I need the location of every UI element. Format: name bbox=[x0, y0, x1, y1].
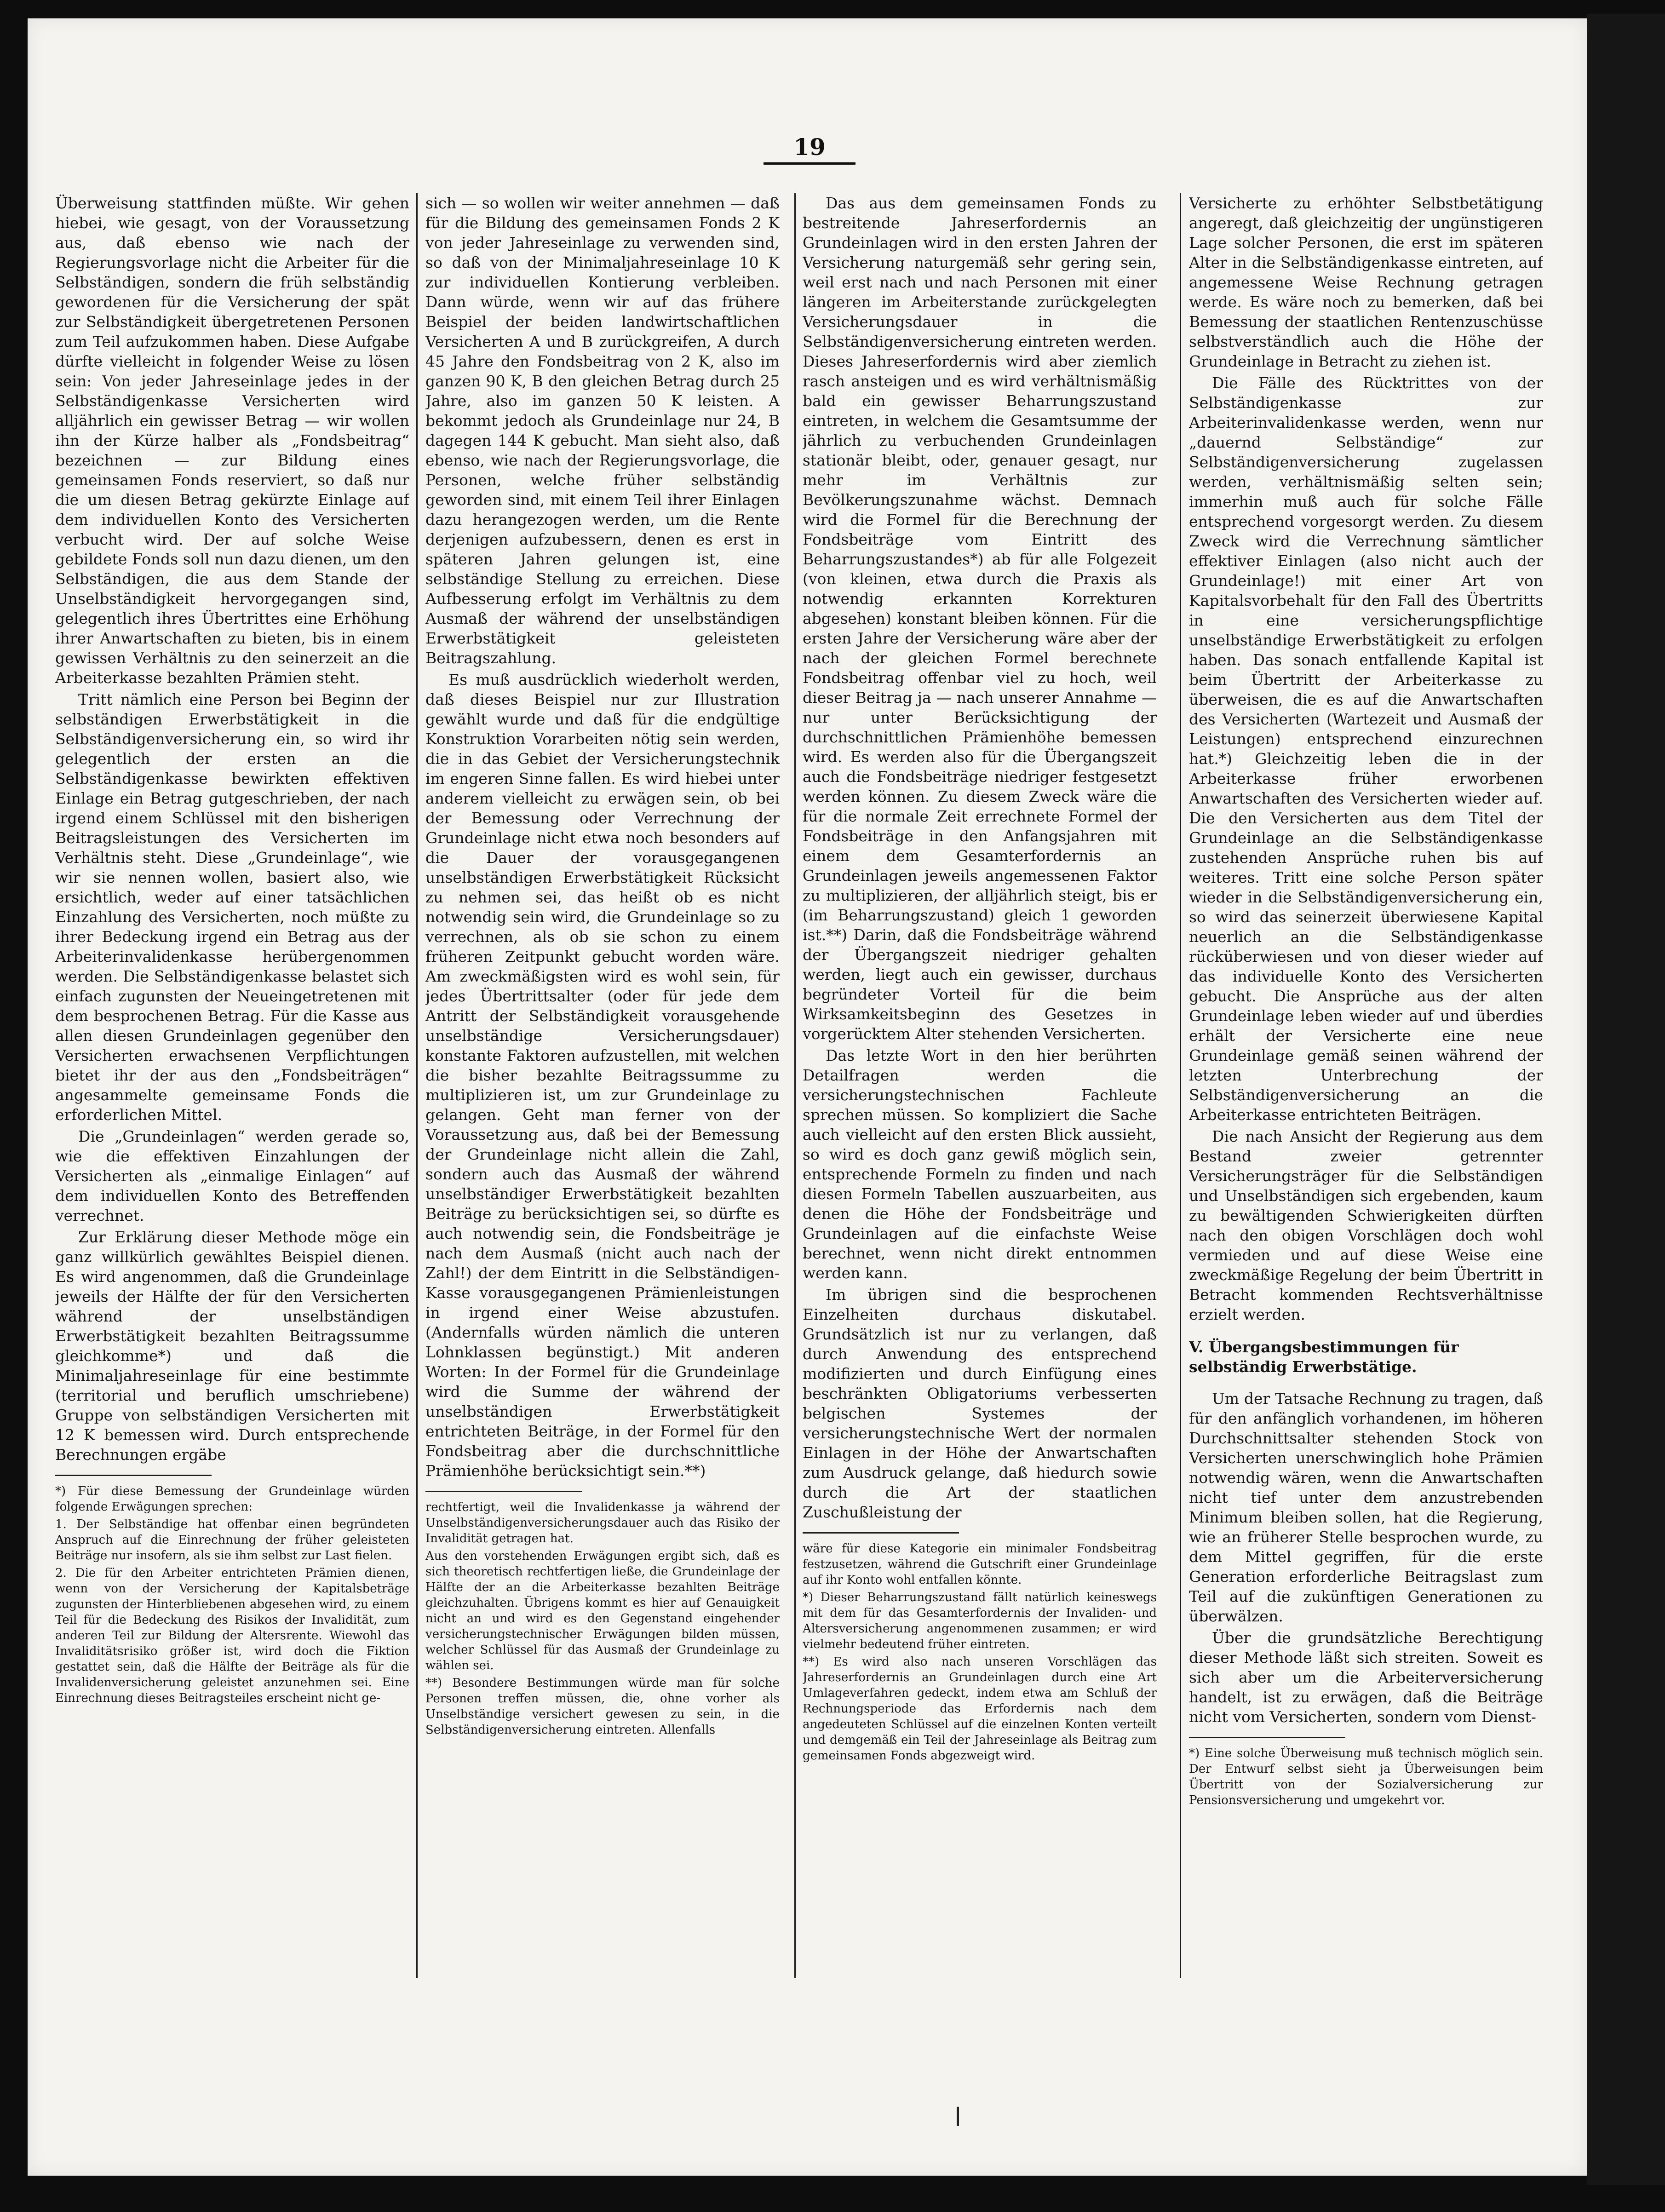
paragraph: Die nach Ansicht der Regierung aus dem Bestand zweier getrennter Versicherungsträger für die Selbständigen und Unselbständigen sich ergebenden, kaum zu bewältigenden Schwierigkeiten dürften nach den obigen Vorschlägen doch wohl vermieden und auf diese Weise eine zweckmäßige Regelung der beim Übertritt in Betracht kommenden Rechtsverhältnisse erzielt werden. bbox=[1189, 1127, 1543, 1323]
footnote: 2. Die für den Arbeiter entrichteten Prämien dienen, wenn von der Versicherung der Kapitalsbeträge zugunsten der Hinterbliebenen abgesehen wird, zu einem Teil für die Bedeckung des Risikos der Invalidität, zum anderen Teil zur Bildung der Altersrente. Wiewohl das Invaliditätsrisiko größer ist, wird doch die Fiktion gestattet sein, daß die Hälfte der Beiträge als für die Invalidenversicherung geleistet anzunehmen sei. Eine Einrechnung dieses Beitragsteiles erscheint nicht ge- bbox=[55, 1566, 409, 1705]
footnote: Aus den vorstehenden Erwägungen ergibt sich, daß es sich theoretisch rechtfertigen ließe, die Grundeinlage der Hälfte der an die Arbeiterkasse bezahlten Beiträge gleichzuhalten. Übrigens kommt es hier auf Genauigkeit nicht an und wird es den Gegenstand eingehender versicherungstechnischer Erwägungen bilden müssen, welcher Schlüssel für das Ausmaß der Grundeinlage zu wählen sei. bbox=[425, 1549, 780, 1672]
paragraph: Das letzte Wort in den hier berührten Detailfragen werden die versicherungstechnischen Fachleute sprechen müssen. So kompliziert die Sache auch vielleicht auf den ersten Blick aussieht, so wird es doch ganz gewiß möglich sein, entsprechende Formeln zu finden und nach diesen Formeln Tabellen auszuarbeiten, aus denen die Höhe der Fondsbeiträge und Grundeinlagen auf die einfachste Weise berechnet, wenn nicht direkt entnommen werden kann. bbox=[803, 1046, 1157, 1282]
scan-edge-strip bbox=[1587, 14, 1665, 2185]
footnote: *) Für diese Bemessung der Grundeinlage würden folgende Erwägungen sprechen: bbox=[55, 1484, 409, 1514]
text-column-3 bbox=[803, 193, 1157, 1765]
paragraph: Im übrigen sind die besprochenen Einzelheiten durchaus diskutabel. Grundsätzlich ist nur zu verlangen, daß durch Anwendung des entsprechend modifizierten und durch Einfügung eines beschränkten Obligatoriums verbesserten belgischen Systemes der versicherungstechnische Wert der normalen Einlagen in der Höhe der Anwartschaften zum Ausdruck gelange, daß hiedurch sowie durch die Art der staatlichen Zuschußleistung der bbox=[803, 1286, 1157, 1521]
stray-mark bbox=[957, 2107, 959, 2126]
footnote: **) Besondere Bestimmungen würde man für solche Personen treffen müssen, die, ohne vorher als Unselbständige versichert gewesen zu sein, in die Selbständigenversicherung eintreten. Allenfalls bbox=[425, 1676, 780, 1737]
footnote: wäre für diese Kategorie ein minimaler Fondsbeitrag festzusetzen, während die Gutschrift einer Grundeinlage auf ihr Konto wohl entfallen könnte. bbox=[803, 1542, 1157, 1587]
text-column-1 bbox=[55, 193, 409, 1708]
footnote-rule bbox=[425, 1491, 582, 1492]
text-column-4 bbox=[1189, 193, 1543, 1810]
footnote: **) Es wird also nach unseren Vorschlägen das Jahreserfordernis an Grundeinlagen durch eine Art Umlageverfahren gedeckt, indem etwa am Schluß der Rechnungsperiode das Erfordernis nach dem angedeuteten Schlüssel auf die einzelnen Konten verteilt und demgemäß ein Teil der Jahreseinlage als Beitrag zum gemeinsamen Fonds abgezweigt wird. bbox=[803, 1655, 1157, 1763]
paragraph: Über die grundsätzliche Berechtigung dieser Methode läßt sich streiten. Soweit es sich aber um die Arbeiterversicherung handelt, ist zu erwägen, daß die Beiträge nicht vom Versicherten, sondern vom Dienst- bbox=[1189, 1629, 1543, 1726]
paragraph: sich — so wollen wir weiter annehmen — daß für die Bildung des gemeinsamen Fonds 2 K von jeder Jahreseinlage zu verwenden sind, so daß von der Minimaljahreseinlage 10 K zur individuellen Kontierung verbleiben. Dann würde, wenn wir auf das frühere Beispiel der beiden landwirtschaftlichen Versicherten A und B zurückgreifen, A durch 45 Jahre den Fondsbeitrag von 2 K, also im ganzen 90 K, B den gleichen Betrag durch 25 Jahre, also im ganzen 50 K leisten. A bekommt jedoch als Grundeinlage nur 24, B dagegen 144 K gebucht. Man sieht also, daß ebenso, wie nach der Regierungsvorlage, die Personen, welche früher selbständig geworden sind, mit einem Teil ihrer Einlagen dazu herangezogen werden, um die Rente derjenigen aufzubessern, denen es erst in späteren Jahren gelungen ist, eine selbständige Stellung zu erreichen. Diese Aufbesserung erfolgt im Verhältnis zu dem Ausmaß der während der unselbständigen Erwerbstätigkeit geleisteten Beitragszahlung. bbox=[425, 194, 780, 667]
column-rule bbox=[794, 193, 796, 1978]
footnote-rule bbox=[1189, 1737, 1345, 1738]
paragraph: Um der Tatsache Rechnung zu tragen, daß für den anfänglich vorhandenen, im höheren Durchschnittsalter stehenden Stock von Versicherten unerschwinglich hohe Prämien notwendig wären, wenn die Anwartschaften nicht tief unter dem anzustrebenden Minimum bleiben sollen, hat die Regierung, wie an früherer Stelle besprochen wurde, zu dem Mittel gegriffen, für die erste Generation erforderliche Beitragslast zum Teil auf die zukünftigen Generationen zu überwälzen. bbox=[1189, 1390, 1543, 1625]
paragraph: Tritt nämlich eine Person bei Beginn der selbständigen Erwerbstätigkeit in die Selbständigenversicherung ein, so wird ihr gelegentlich der ersten an die Selbständigenkasse bewirkten effektiven Einlage ein Betrag gutgeschrieben, der nach irgend einem Schlüssel mit den bisherigen Beitragsleistungen des Versicherten im Verhältnis steht. Diese „Grundeinlage“, wie wir sie nennen wollen, basiert also, wie ersichtlich, weder auf einer tatsächlichen Einzahlung des Versicherten, noch müßte zu ihrer Bedeckung irgend ein Betrag aus der Arbeiterinvalidenkasse herübergenommen werden. Die Selbständigenkasse belastet sich einfach zugunsten der Neueingetretenen mit dem besprochenen Betrag. Für die Kasse aus allen diesen Grundeinlagen gegenüber den Versicherten erwachsenen Verpflichtungen bietet ihr der aus den „Fondsbeiträgen“ angesammelte gemeinsame Fonds die erforderlichen Mittel. bbox=[55, 690, 409, 1124]
paragraph: Zur Erklärung dieser Methode möge ein ganz willkürlich gewähltes Beispiel dienen. Es wird angenommen, daß die Grundeinlage jeweils der Hälfte der für den Versicherten während der unselbständigen Erwerbstätigkeit bezahlten Beitragssumme gleichkomme*) und daß die Minimaljahreseinlage für eine bestimmte (territorial und beruflich umschriebene) Gruppe von selbständigen Versicherten mit 12 K bemessen wird. Durch entsprechende Berechnungen ergäbe bbox=[55, 1228, 409, 1464]
footnote: *) Dieser Beharrungszustand fällt natürlich keineswegs mit dem für das Gesamterfordernis der Invaliden- und Altersversicherung angenommenen zusammen; er wird vielmehr bedeutend früher eintreten. bbox=[803, 1591, 1157, 1651]
paragraph: Versicherte zu erhöhter Selbstbetätigung angeregt, daß gleichzeitig der ungünstigeren Lage solcher Personen, die erst im späteren Alter in die Selbständigenkasse eintreten, auf angemessene Weise Rechnung getragen werde. Es wäre noch zu bemerken, daß bei Bemessung der staatlichen Rentenzuschüsse selbstverständlich auch die Höhe der Grundeinlage in Betracht zu ziehen ist. bbox=[1189, 194, 1543, 370]
section-heading: V. Übergangsbestimmungen für selbständig Erwerbstätige. bbox=[1189, 1338, 1459, 1376]
footnote: 1. Der Selbständige hat offenbar einen begründeten Anspruch auf die Einrechnung der früher geleisteten Beiträge nur insofern, als sie ihm selbst zur Last fielen. bbox=[55, 1517, 409, 1563]
footnote: *) Eine solche Überweisung muß technisch möglich sein. Der Entwurf selbst sieht ja Überweisungen beim Übertritt von der Sozialversicherung zur Pensionsversicherung und umgekehrt vor. bbox=[1189, 1747, 1543, 1807]
footnote-rule bbox=[803, 1532, 959, 1534]
footnote: rechtfertigt, weil die Invalidenkasse ja während der Unselbständigenversicherungsdauer auch das Risiko der Invalidität getragen hat. bbox=[425, 1500, 780, 1546]
paragraph: Die „Grundeinlagen“ werden gerade so, wie die effektiven Einzahlungen der Versicherten als „einmalige Einlagen“ auf dem individuellen Konto des Betreffenden verrechnet. bbox=[55, 1127, 409, 1224]
footnote-rule bbox=[55, 1475, 212, 1476]
paragraph: Es muß ausdrücklich wiederholt werden, daß dieses Beispiel nur zur Illustration gewählt wurde und daß für die endgültige Konstruktion Vorarbeiten nötig sein werden, die in das Gebiet der Versicherungstechnik im engeren Sinne fallen. Es wird hiebei unter anderem vielleicht zu erwägen sein, ob bei der Bemessung oder Verrechnung der Grundeinlage nicht etwa noch besonders auf die Dauer der vorausgegangenen unselbständigen Erwerbstätigkeit Rücksicht zu nehmen sei, das heißt ob es nicht notwendig sein wird, die Grundeinlage so zu verrechnen, als ob sie schon zu einem früheren Zeitpunkt gebucht worden wäre. Am zweckmäßigsten wird es wohl sein, für jedes Übertrittsalter (oder für jede dem Antritt der Selbständigkeit vorausgehende unselbständige Versicherungsdauer) konstante Faktoren aufzustellen, mit welchen die bisher bezahlte Beitragssumme zu multiplizieren ist, um zur Grundeinlage zu gelangen. Geht man ferner von der Voraussetzung aus, daß bei der Bemessung der Grundeinlage nicht allein die Zahl, sondern auch das Ausmaß der während unselbständiger Erwerbstätigkeit bezahlten Beiträge zu berücksichtigen sei, so dürfte es auch notwendig sein, die Fondsbeiträge je nach dem Ausmaß (nicht auch nach der Zahl!) der dem Eintritt in die Selbständigen-Kasse vorausgegangenen Prämienleistungen in irgend einer Weise abzustufen. (Andernfalls würden nämlich die unteren Lohnklassen begünstigt.) Mit anderen Worten: In der Formel für die Grundeinlage wird die Summe der während der unselbständigen Erwerbstätigkeit entrichteten Beiträge, in der Formel für den Fondsbeitrag aber die durchschnittliche Prämienhöhe berücksichtigt sein.**) bbox=[425, 671, 780, 1480]
text-column-2 bbox=[425, 193, 780, 1740]
paragraph: Überweisung stattfinden müßte. Wir gehen hiebei, wie gesagt, von der Voraussetzung aus, daß ebenso wie nach der Regierungsvorlage nicht die Arbeiter für die Selbständigen, sondern die früh selbständig gewordenen für die Versicherung der spät zur Selbständigkeit übergetretenen Personen zum Teil aufzukommen haben. Diese Aufgabe dürfte vielleicht in folgender Weise zu lösen sein: Von jeder Jahreseinlage jedes in der Selbständigenkasse Versicherten wird alljährlich ein gewisser Betrag — wir wollen ihn der Kürze halber als „Fondsbeitrag“ bezeichnen — zur Bildung eines gemeinsamen Fonds reserviert, so daß nur die um diesen Betrag gekürzte Einlage auf dem individuellen Konto des Versicherten verbucht wird. Der auf solche Weise gebildete Fonds soll nun dazu dienen, um den Selbständigen, die aus dem Stande der Unselbständigkeit hervorgegangen sind, gelegentlich ihres Übertrittes eine Erhöhung ihrer Anwartschaften zu bieten, bis in einem gewissen Verhältnis zu den seinerzeit an die Arbeiterkasse bezahlten Prämien steht. bbox=[55, 194, 409, 687]
page-number: 19 bbox=[764, 133, 855, 165]
paragraph: Das aus dem gemeinsamen Fonds zu bestreitende Jahreserfordernis an Grundeinlagen wird in den ersten Jahren der Versicherung naturgemäß sehr gering sein, weil erst nach und nach Personen mit einer längeren im Arbeiterstande zurückgelegten Versicherungsdauer in die Selbständigenversicherung eintreten werden. Dieses Jahreserfordernis wird aber ziemlich rasch ansteigen und es wird verhältnismäßig bald ein gewisser Beharrungszustand eintreten, in welchem die Gesamtsumme der jährlich zu verbuchenden Grundeinlagen stationär bleibt, oder, genauer gesagt, nur mehr im Verhältnis zur Bevölkerungszunahme wächst. Demnach wird die Formel für die Berechnung der Fondsbeiträge vom Eintritt des Beharrungszustandes*) ab für alle Folgezeit (von kleinen, etwa durch die Praxis als notwendig erkannten Korrekturen abgesehen) konstant bleiben können. Für die ersten Jahre der Versicherung wäre aber der nach der gleichen Formel berechnete Fondsbeitrag offenbar viel zu hoch, weil dieser Beitrag ja — nach unserer Annahme — nur unter Berücksichtigung der durchschnittlichen Prämienhöhe bemessen wird. Es werden also für die Übergangszeit auch die Fondsbeiträge niedriger festgesetzt werden können. Zu diesem Zweck wäre die für die normale Zeit errechnete Formel der Fondsbeiträge in den Anfangsjahren mit einem dem Gesamterfordernis an Grundeinlagen jeweils angemessenen Faktor zu multiplizieren, der alljährlich steigt, bis er (im Beharrungszustand) gleich 1 geworden ist.**) Darin, daß die Fondsbeiträge während der Übergangszeit niedriger gehalten werden, liegt auch ein gewisser, durchaus begründeter Vorteil für die beim Wirksamkeitsbeginn des Gesetzes in vorgerücktem Alter stehenden Versicherten. bbox=[803, 194, 1157, 1043]
column-rule bbox=[416, 193, 418, 1978]
column-rule bbox=[1180, 193, 1181, 1978]
paragraph: Die Fälle des Rücktrittes von der Selbständigenkasse zur Arbeiterinvalidenkasse werden, wenn nur „dauernd Selbständige“ zur Selbständigenversicherung zugelassen werden, verhältnismäßig selten sein; immerhin muß auch für solche Fälle entsprechend vorgesorgt werden. Zu diesem Zweck wird die Verrechnung sämtlicher effektiver Einlagen (also nicht auch der Grundeinlage!) mit einer Art von Kapitalsvorbehalt für den Fall des Übertritts in eine versicherungspflichtige unselbständige Erwerbstätigkeit zu erfolgen haben. Das sonach entfallende Kapital ist beim Übertritt der Arbeiterkasse zu überweisen, die es auf die Anwartschaften des Versicherten (Wartezeit und Ausmaß der Leistungen) entsprechend einzurechnen hat.*) Gleichzeitig leben die in der Arbeiterkasse früher erworbenen Anwartschaften des Versicherten wieder auf. Die den Versicherten aus dem Titel der Grundeinlage an die Selbständigenkasse zustehenden Ansprüche ruhen bis auf weiteres. Tritt eine solche Person später wieder in die Selbständigenversicherung ein, so wird das seinerzeit überwiesene Kapital neuerlich an die Selbständigenkasse rücküberwiesen und von dieser wieder auf das individuelle Konto des Versicherten gebucht. Die Ansprüche aus der alten Grundeinlage leben wieder auf und überdies erhält der Versicherte eine neue Grundeinlage gemäß seinen während der letzten Unterbrechung der Selbständigenversicherung an die Arbeiterkasse entrichteten Beiträgen. bbox=[1189, 374, 1543, 1124]
